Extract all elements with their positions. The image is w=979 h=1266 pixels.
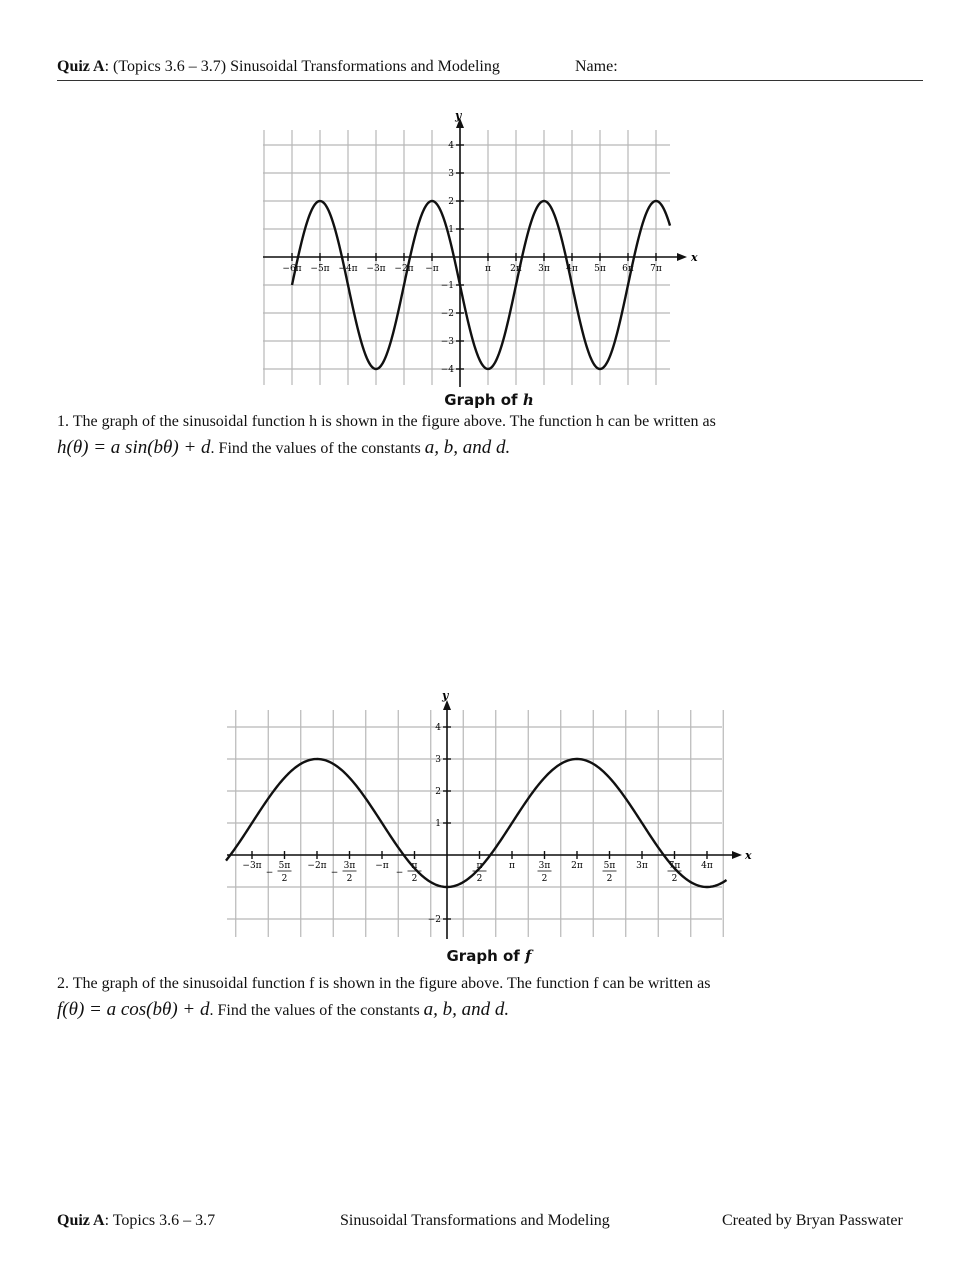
x-tick-label-numerator: 3π	[538, 861, 551, 871]
graph-h	[255, 105, 700, 390]
footer-credit: Created by Bryan Passwater	[722, 1212, 903, 1229]
footer-center	[340, 1212, 610, 1230]
x-tick-label-denominator: 2	[476, 874, 483, 884]
x-tick-label-sign: −	[395, 868, 404, 878]
x-tick-label: 2π	[571, 861, 583, 871]
x-tick-label-denominator: 2	[606, 874, 613, 884]
x-tick-label-numerator: 3π	[343, 861, 356, 871]
x-tick-label: −2π	[307, 861, 327, 871]
x-tick-label-numerator: π	[411, 861, 418, 871]
x-tick-label: 4π	[566, 264, 578, 274]
x-tick-label: −3π	[242, 861, 262, 871]
question-2-line1: 2. The graph of the sinusoidal function f is shown in the figure above. The function f can be written as	[57, 975, 711, 992]
x-tick-label-denominator: 2	[346, 874, 353, 884]
question-2-constants: a, b, and d.	[423, 999, 510, 1020]
graph-f-svg	[222, 685, 757, 943]
x-axis-label: x	[691, 251, 698, 264]
y-tick-label: 3	[435, 755, 441, 765]
x-tick-label-denominator: 2	[411, 874, 418, 884]
y-tick-label: −4	[440, 365, 454, 375]
x-tick-label: 7π	[650, 264, 662, 274]
y-tick-label: 4	[448, 141, 454, 151]
x-tick-label: 6π	[622, 264, 634, 274]
x-tick-label: 5π	[594, 264, 606, 274]
x-tick-label-numerator: π	[476, 861, 483, 871]
graph-h-caption-var: h	[522, 391, 534, 409]
x-tick-label-denominator: 2	[671, 874, 678, 884]
graph-f-caption-prefix: Graph of	[446, 947, 526, 965]
page-header	[57, 58, 923, 81]
question-1-constants: a, b, and d.	[424, 437, 511, 458]
y-tick-label: 2	[448, 197, 454, 207]
graph-h-caption-prefix: Graph of	[444, 391, 523, 409]
y-tick-label: 2	[435, 787, 441, 797]
graph-f-caption	[400, 947, 578, 965]
x-tick-label-numerator: 7π	[668, 861, 681, 871]
y-tick-label: −2	[427, 915, 441, 925]
x-tick-label: −π	[425, 264, 439, 274]
x-tick-label: −2π	[394, 264, 414, 274]
question-1-text	[57, 409, 716, 435]
question-2-formula-line	[57, 997, 710, 1024]
quiz-label: Quiz A	[57, 58, 105, 75]
x-tick-label-sign: −	[330, 868, 339, 878]
x-tick-label: −π	[375, 861, 389, 871]
x-axis-arrow	[677, 253, 687, 261]
header-title: : (Topics 3.6 – 3.7) Sinusoidal Transformations and Modeling	[104, 58, 500, 75]
question-1	[57, 409, 716, 462]
footer-topics: : Topics 3.6 – 3.7	[104, 1212, 216, 1229]
x-tick-label-numerator: 5π	[278, 861, 291, 871]
question-1-formula-line	[57, 435, 716, 462]
y-axis-label: y	[455, 109, 462, 122]
question-2-formula: f(θ) = a cos(bθ) + d	[57, 999, 210, 1020]
graph-h-caption	[400, 391, 578, 409]
y-tick-label: −2	[440, 309, 454, 319]
y-tick-label: 1	[448, 225, 454, 235]
x-tick-label: −6π	[282, 264, 302, 274]
footer-right	[722, 1212, 903, 1230]
graph-f-caption-var: f	[525, 947, 532, 965]
x-tick-label-denominator: 2	[541, 874, 548, 884]
x-tick-label: π	[509, 861, 515, 871]
x-tick-label: π	[485, 264, 491, 274]
y-tick-label: 4	[435, 723, 441, 733]
graph-h-svg	[255, 105, 700, 390]
x-tick-label: 3π	[538, 264, 550, 274]
x-tick-label: 4π	[701, 861, 713, 871]
graph-f	[222, 685, 757, 943]
y-tick-label: 1	[435, 819, 441, 829]
y-tick-label: −3	[440, 337, 454, 347]
x-tick-label: −4π	[338, 264, 358, 274]
y-tick-label: 3	[448, 169, 454, 179]
footer-title: Sinusoidal Transformations and Modeling	[340, 1212, 610, 1229]
x-tick-label-denominator: 2	[281, 874, 288, 884]
y-tick-label: −1	[440, 281, 454, 291]
footer-left	[57, 1212, 215, 1230]
question-1-formula: h(θ) = a sin(bθ) + d	[57, 437, 211, 458]
name-label: Name:	[575, 58, 618, 75]
x-tick-label: 2π	[510, 264, 522, 274]
footer-quiz-label: Quiz A	[57, 1212, 105, 1229]
question-1-line1: 1. The graph of the sinusoidal function h is shown in the figure above. The function h can be written as	[57, 413, 716, 430]
x-tick-label: 3π	[636, 861, 648, 871]
x-tick-label: −3π	[366, 264, 386, 274]
question-2	[57, 971, 710, 1024]
x-axis-label: x	[745, 849, 752, 862]
y-axis-label: y	[442, 689, 449, 702]
question-1-line2: . Find the values of the constants	[210, 440, 421, 457]
x-tick-label: −5π	[310, 264, 330, 274]
x-axis-arrow	[732, 851, 742, 859]
question-2-line2: . Find the values of the constants	[209, 1002, 420, 1019]
question-2-text	[57, 971, 710, 997]
x-tick-label-sign: −	[265, 868, 274, 878]
x-tick-label-numerator: 5π	[603, 861, 616, 871]
